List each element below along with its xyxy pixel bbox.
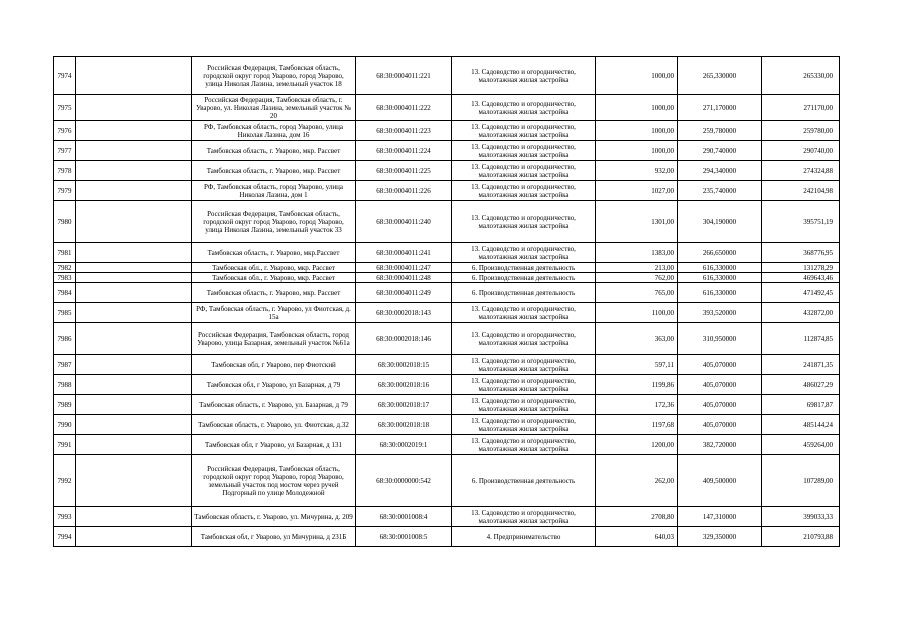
specific-value-cell: 405,070000 xyxy=(678,355,762,375)
empty-cell xyxy=(76,527,192,547)
cadastral-number-cell: 68:30:0004011:223 xyxy=(356,121,452,141)
table-row xyxy=(54,263,840,273)
table-row xyxy=(54,201,840,243)
cadastral-value-cell: 259780,00 xyxy=(762,121,840,141)
row-number-cell: 7990 xyxy=(54,415,76,435)
area-cell: 765,00 xyxy=(596,283,678,303)
cadastral-value-cell: 399033,33 xyxy=(762,507,840,527)
empty-cell xyxy=(76,355,192,375)
cadastral-number-cell: 68:30:0002018:15 xyxy=(356,355,452,375)
row-number-cell: 7982 xyxy=(54,263,76,273)
cadastral-value-cell: 210793,88 xyxy=(762,527,840,547)
land-use-cell: 13. Садоводство и огородничество, малоэтажная жилая застройка xyxy=(452,141,596,161)
cadastral-number-cell: 68:30:0004011:248 xyxy=(356,273,452,283)
land-use-cell: 13. Садоводство и огородничество, малоэтажная жилая застройка xyxy=(452,395,596,415)
empty-cell xyxy=(76,395,192,415)
area-cell: 1199,86 xyxy=(596,375,678,395)
cadastral-value-cell: 242104,98 xyxy=(762,181,840,201)
table-row xyxy=(54,323,840,355)
specific-value-cell: 329,350000 xyxy=(678,527,762,547)
row-number-cell: 7989 xyxy=(54,395,76,415)
specific-value-cell: 393,520000 xyxy=(678,303,762,323)
area-cell: 640,03 xyxy=(596,527,678,547)
area-cell: 932,00 xyxy=(596,161,678,181)
area-cell: 1197,68 xyxy=(596,415,678,435)
cadastral-value-cell: 459264,00 xyxy=(762,435,840,455)
table-row xyxy=(54,161,840,181)
specific-value-cell: 382,720000 xyxy=(678,435,762,455)
area-cell: 1100,00 xyxy=(596,303,678,323)
row-number-cell: 7985 xyxy=(54,303,76,323)
cadastral-number-cell: 68:30:0002018:143 xyxy=(356,303,452,323)
area-cell: 1027,00 xyxy=(596,181,678,201)
specific-value-cell: 271,170000 xyxy=(678,95,762,121)
cadastral-number-cell: 68:30:0002018:16 xyxy=(356,375,452,395)
empty-cell xyxy=(76,181,192,201)
address-cell: Тамбовская область, г. Уварово, ул. Фиотская, д.32 xyxy=(192,415,356,435)
empty-cell xyxy=(76,323,192,355)
cadastral-number-cell: 68:30:0001008:4 xyxy=(356,507,452,527)
table-row xyxy=(54,283,840,303)
table-row xyxy=(54,527,840,547)
address-cell: РФ, Тамбовская область, г. Уварово, ул Фиотская, д. 15а xyxy=(192,303,356,323)
area-cell: 172,36 xyxy=(596,395,678,415)
cadastral-number-cell: 68:30:0004011:222 xyxy=(356,95,452,121)
area-cell: 1000,00 xyxy=(596,141,678,161)
table-row xyxy=(54,507,840,527)
table-row xyxy=(54,355,840,375)
empty-cell xyxy=(76,263,192,273)
address-cell: Тамбовская обл, г Уварово, ул Мичурина, д 231Б xyxy=(192,527,356,547)
address-cell: Российская Федерация, Тамбовская область, городской округ город Уварово, город Уварово, земельный участок под мостом через ручей Подгорный по улице Молодежной xyxy=(192,455,356,507)
area-cell: 1000,00 xyxy=(596,57,678,95)
table-row xyxy=(54,121,840,141)
cadastral-value-cell: 485144,24 xyxy=(762,415,840,435)
specific-value-cell: 294,340000 xyxy=(678,161,762,181)
address-cell: Тамбовская область, г. Уварово, мкр. Рассвет xyxy=(192,283,356,303)
empty-cell xyxy=(76,121,192,141)
table-row xyxy=(54,141,840,161)
empty-cell xyxy=(76,201,192,243)
empty-cell xyxy=(76,435,192,455)
row-number-cell: 7979 xyxy=(54,181,76,201)
table-row xyxy=(54,415,840,435)
row-number-cell: 7983 xyxy=(54,273,76,283)
row-number-cell: 7976 xyxy=(54,121,76,141)
address-cell: Российская Федерация, Тамбовская область, город Уварово, улица Базарная, земельный участок №61а xyxy=(192,323,356,355)
address-cell: Тамбовская область, г. Уварово, мкр. Рассвет xyxy=(192,141,356,161)
specific-value-cell: 405,070000 xyxy=(678,395,762,415)
row-number-cell: 7993 xyxy=(54,507,76,527)
address-cell: Российская Федерация, Тамбовская область, городской округ город Уварово, город Уварово, улица Николая Лазина, земельный участок 18 xyxy=(192,57,356,95)
area-cell: 2708,80 xyxy=(596,507,678,527)
cadastral-number-cell: 68:30:0004011:249 xyxy=(356,283,452,303)
specific-value-cell: 147,310000 xyxy=(678,507,762,527)
row-number-cell: 7975 xyxy=(54,95,76,121)
land-use-cell: 13. Садоводство и огородничество, малоэтажная жилая застройка xyxy=(452,507,596,527)
row-number-cell: 7984 xyxy=(54,283,76,303)
cadastral-value-cell: 368776,95 xyxy=(762,243,840,263)
specific-value-cell: 266,650000 xyxy=(678,243,762,263)
row-number-cell: 7992 xyxy=(54,455,76,507)
land-use-cell: 13. Садоводство и огородничество, малоэтажная жилая застройка xyxy=(452,95,596,121)
land-use-cell: 6. Производственная деятельность xyxy=(452,263,596,273)
table-row xyxy=(54,181,840,201)
empty-cell xyxy=(76,141,192,161)
cadastral-number-cell: 68:30:0004011:226 xyxy=(356,181,452,201)
empty-cell xyxy=(76,375,192,395)
empty-cell xyxy=(76,507,192,527)
address-cell: Тамбовская обл, г Уварово, ул Базарная, д 79 xyxy=(192,375,356,395)
row-number-cell: 7977 xyxy=(54,141,76,161)
address-cell: Российская Федерация, Тамбовская область, г. Уварово, ул. Николая Лазина, земельный участок № 20 xyxy=(192,95,356,121)
empty-cell xyxy=(76,57,192,95)
empty-cell xyxy=(76,455,192,507)
area-cell: 1200,00 xyxy=(596,435,678,455)
specific-value-cell: 616,330000 xyxy=(678,263,762,273)
specific-value-cell: 409,500000 xyxy=(678,455,762,507)
empty-cell xyxy=(76,415,192,435)
row-number-cell: 7994 xyxy=(54,527,76,547)
area-cell: 262,00 xyxy=(596,455,678,507)
cadastral-value-cell: 469643,46 xyxy=(762,273,840,283)
land-use-cell: 6. Производственная деятельность xyxy=(452,273,596,283)
cadastral-number-cell: 68:30:0004011:221 xyxy=(356,57,452,95)
area-cell: 762,00 xyxy=(596,273,678,283)
specific-value-cell: 405,070000 xyxy=(678,415,762,435)
address-cell: РФ, Тамбовская область, город Уварово, улица Николая Лазина, дом 1 xyxy=(192,181,356,201)
row-number-cell: 7978 xyxy=(54,161,76,181)
cadastral-value-cell: 112874,85 xyxy=(762,323,840,355)
cadastral-value-cell: 241871,35 xyxy=(762,355,840,375)
land-use-cell: 13. Садоводство и огородничество, малоэтажная жилая застройка xyxy=(452,375,596,395)
cadastral-number-cell: 68:30:0004011:224 xyxy=(356,141,452,161)
cadastral-value-cell: 271170,00 xyxy=(762,95,840,121)
row-number-cell: 7981 xyxy=(54,243,76,263)
cadastral-value-cell: 432872,00 xyxy=(762,303,840,323)
cadastral-value-cell: 274324,88 xyxy=(762,161,840,181)
table-row xyxy=(54,375,840,395)
cadastral-number-cell: 68:30:0002018:146 xyxy=(356,323,452,355)
cadastral-number-cell: 68:30:0001008:5 xyxy=(356,527,452,547)
cadastral-value-cell: 290740,00 xyxy=(762,141,840,161)
cadastral-value-cell: 395751,19 xyxy=(762,201,840,243)
specific-value-cell: 265,330000 xyxy=(678,57,762,95)
land-use-cell: 4. Предпринимательство xyxy=(452,527,596,547)
table-row xyxy=(54,273,840,283)
land-use-cell: 13. Садоводство и огородничество, малоэтажная жилая застройка xyxy=(452,323,596,355)
document-page xyxy=(53,56,839,547)
cadastral-value-cell: 265330,00 xyxy=(762,57,840,95)
cadastral-number-cell: 68:30:0004011:240 xyxy=(356,201,452,243)
specific-value-cell: 304,190000 xyxy=(678,201,762,243)
cadastral-value-cell: 107289,00 xyxy=(762,455,840,507)
table-body xyxy=(54,57,840,547)
row-number-cell: 7974 xyxy=(54,57,76,95)
area-cell: 363,00 xyxy=(596,323,678,355)
land-use-cell: 13. Садоводство и огородничество, малоэтажная жилая застройка xyxy=(452,243,596,263)
address-cell: Тамбовская область, г. Уварово, ул. Мичурина, д. 209 xyxy=(192,507,356,527)
land-use-cell: 13. Садоводство и огородничество, малоэтажная жилая застройка xyxy=(452,121,596,141)
area-cell: 1383,00 xyxy=(596,243,678,263)
cadastral-value-cell: 471492,45 xyxy=(762,283,840,303)
empty-cell xyxy=(76,273,192,283)
empty-cell xyxy=(76,243,192,263)
cadastral-value-cell: 131278,29 xyxy=(762,263,840,273)
row-number-cell: 7986 xyxy=(54,323,76,355)
empty-cell xyxy=(76,95,192,121)
area-cell: 1301,00 xyxy=(596,201,678,243)
cadastral-number-cell: 68:30:0000000:542 xyxy=(356,455,452,507)
table-row xyxy=(54,57,840,95)
land-use-cell: 13. Садоводство и огородничество, малоэтажная жилая застройка xyxy=(452,181,596,201)
specific-value-cell: 616,330000 xyxy=(678,273,762,283)
row-number-cell: 7991 xyxy=(54,435,76,455)
land-use-cell: 13. Садоводство и огородничество, малоэтажная жилая застройка xyxy=(452,435,596,455)
empty-cell xyxy=(76,303,192,323)
address-cell: Тамбовская обл., г. Уварово, мкр. Рассвет xyxy=(192,263,356,273)
address-cell: Тамбовская область, г. Уварово, мкр. Рассвет xyxy=(192,161,356,181)
land-use-cell: 13. Садоводство и огородничество, малоэтажная жилая застройка xyxy=(452,161,596,181)
address-cell: Тамбовская обл, г Уварово, ул Базарная, д 131 xyxy=(192,435,356,455)
area-cell: 213,00 xyxy=(596,263,678,273)
cadastral-number-cell: 68:30:0002018:18 xyxy=(356,415,452,435)
area-cell: 1000,00 xyxy=(596,121,678,141)
address-cell: Тамбовская обл., г. Уварово, мкр. Рассвет xyxy=(192,273,356,283)
cadastral-number-cell: 68:30:0004011:225 xyxy=(356,161,452,181)
area-cell: 1000,00 xyxy=(596,95,678,121)
land-use-cell: 13. Садоводство и огородничество, малоэтажная жилая застройка xyxy=(452,303,596,323)
land-use-cell: 6. Производственная деятельность xyxy=(452,283,596,303)
specific-value-cell: 235,740000 xyxy=(678,181,762,201)
address-cell: Тамбовская обл, г Уварово, пер Фиотский xyxy=(192,355,356,375)
address-cell: Тамбовская область, г. Уварово, ул. Базарная, д 79 xyxy=(192,395,356,415)
table-row xyxy=(54,303,840,323)
land-use-cell: 13. Садоводство и огородничество, малоэтажная жилая застройка xyxy=(452,415,596,435)
cadastral-value-table xyxy=(53,56,840,547)
land-use-cell: 13. Садоводство и огородничество, малоэтажная жилая застройка xyxy=(452,355,596,375)
address-cell: Тамбовская область, г. Уварово, мкр.Рассвет xyxy=(192,243,356,263)
specific-value-cell: 405,070000 xyxy=(678,375,762,395)
empty-cell xyxy=(76,283,192,303)
specific-value-cell: 259,780000 xyxy=(678,121,762,141)
row-number-cell: 7988 xyxy=(54,375,76,395)
cadastral-number-cell: 68:30:0002018:17 xyxy=(356,395,452,415)
cadastral-value-cell: 69817,87 xyxy=(762,395,840,415)
empty-cell xyxy=(76,161,192,181)
address-cell: Российская Федерация, Тамбовская область, городской округ город Уварово, город Уварово, улица Николая Лазина, земельный участок 33 xyxy=(192,201,356,243)
land-use-cell: 13. Садоводство и огородничество, малоэтажная жилая застройка xyxy=(452,201,596,243)
row-number-cell: 7980 xyxy=(54,201,76,243)
land-use-cell: 13. Садоводство и огородничество, малоэтажная жилая застройка xyxy=(452,57,596,95)
cadastral-number-cell: 68:30:0004011:241 xyxy=(356,243,452,263)
cadastral-number-cell: 68:30:0002019:1 xyxy=(356,435,452,455)
table-row xyxy=(54,455,840,507)
specific-value-cell: 310,950000 xyxy=(678,323,762,355)
cadastral-number-cell: 68:30:0004011:247 xyxy=(356,263,452,273)
table-row xyxy=(54,395,840,415)
row-number-cell: 7987 xyxy=(54,355,76,375)
address-cell: РФ, Тамбовская область, город Уварово, улица Николая Лазина, дом 16 xyxy=(192,121,356,141)
table-row xyxy=(54,95,840,121)
specific-value-cell: 616,330000 xyxy=(678,283,762,303)
cadastral-value-cell: 486027,29 xyxy=(762,375,840,395)
land-use-cell: 6. Производственная деятельность xyxy=(452,455,596,507)
table-row xyxy=(54,435,840,455)
table-row xyxy=(54,243,840,263)
area-cell: 597,11 xyxy=(596,355,678,375)
specific-value-cell: 290,740000 xyxy=(678,141,762,161)
